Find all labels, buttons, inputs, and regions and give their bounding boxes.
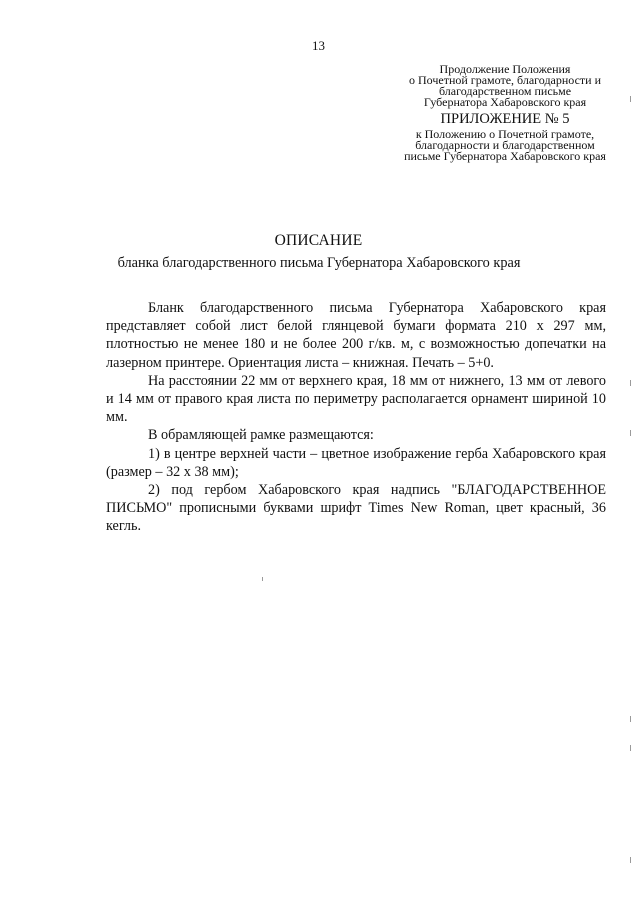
paragraph-blank-description: Бланк благодарственного письма Губернатора Хабаровского края представляет собой лист белой глянцевой бумаги формата 210 х 297 мм, плотностью не менее 180 и не более 200 г/кв. м, с возможностью допечатки на лазерном принтере. Ориентация листа – книжная. Печать – 5+0.: [106, 300, 606, 371]
appendix-line-2: благодарности и благодарственном: [415, 138, 595, 152]
continuation-line-3: благодарственном письме: [438, 84, 572, 98]
scan-mark: [630, 380, 631, 386]
page-number: 13: [312, 38, 325, 53]
appendix-header: [372, 64, 637, 162]
document-title: ОПИСАНИЕ: [274, 232, 363, 249]
scan-mark: [630, 745, 631, 751]
scan-mark: [630, 857, 631, 863]
scan-mark: [630, 430, 631, 436]
continuation-line-4: Губернатора Хабаровского края: [423, 95, 587, 109]
continuation-line-1: Продолжение Положения: [439, 62, 571, 76]
appendix-line-3: письме Губернатора Хабаровского края: [404, 149, 606, 163]
paragraph-frame-intro: В обрамляющей рамке размещаются:: [148, 427, 374, 444]
paragraph-item-emblem: 1) в центре верхней части – цветное изображение герба Хабаровского края (размер – 32 х 38 мм);: [106, 445, 606, 480]
scan-mark: [262, 577, 263, 581]
document-body: [106, 299, 606, 536]
scan-mark: [630, 96, 631, 102]
continuation-line-2: о Почетной грамоте, благодарности и: [408, 73, 602, 87]
appendix-line-1: к Положению о Почетной грамоте,: [415, 127, 595, 141]
appendix-title: ПРИЛОЖЕНИЕ № 5: [440, 111, 570, 127]
document-subtitle: бланка благодарственного письма Губернатора Хабаровского края: [117, 255, 521, 271]
scan-mark: [630, 716, 631, 722]
paragraph-ornament: На расстоянии 22 мм от верхнего края, 18 мм от нижнего, 13 мм от левого и 14 мм от правого края листа по периметру располагается орнамент шириной 10 мм.: [106, 372, 606, 426]
paragraph-item-inscription: 2) под гербом Хабаровского края надпись "БЛАГОДАРСТВЕННОЕ ПИСЬМО" прописными буквами шрифт Times New Roman, цвет красный, 36 кегль.: [106, 482, 606, 535]
